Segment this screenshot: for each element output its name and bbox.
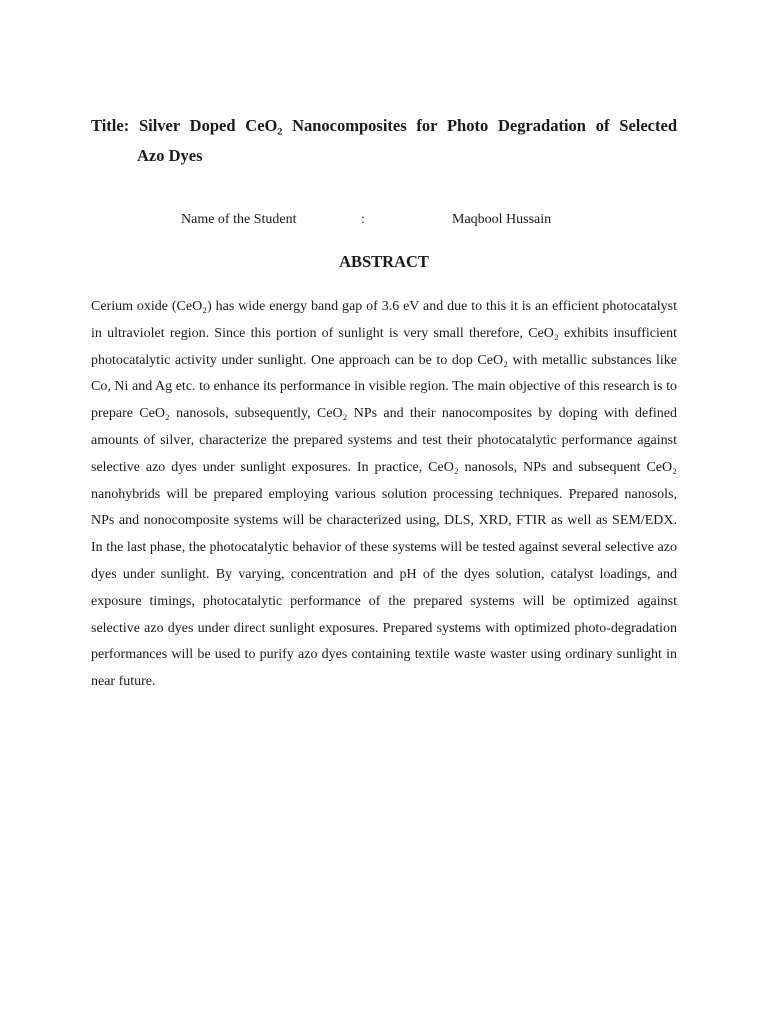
abstract-paragraph: Cerium oxide (CeO₂) has wide energy band gap of 3.6 eV and due to this it is an efficient photocatalyst in ultraviolet region. Since this portion of sunlight is very small therefore, CeO₂ exhibits insufficient photocatalytic activity under sunlight. One approach can be to dop CeO₂ with metallic substances like Co, Ni and Ag etc. to enhance its performance in visible region. The main objective of this research is to prepare CeO₂ nanosols, subsequently, CeO₂ NPs and their nanocomposites by doping with defined amounts of silver, characterize the prepared systems and test their photocatalytic performance against selective azo dyes under sunlight exposures. In practice, CeO₂ nanosols, NPs and subsequent CeO₂ nanohybrids will be prepared employing various solution processing techniques. Prepared nanosols, NPs and nonocomposite systems will be characterized using, DLS, XRD, FTIR as well as SEM/EDX. In the last phase, the photocatalytic behavior of these systems will be tested against several selective azo dyes under sunlight. By varying, concentration and pH of the dyes solution, catalyst loadings, and exposure timings, photocatalytic performance of the prepared systems will be optimized against selective azo dyes under direct sunlight exposures. Prepared systems with optimized photo-degradation performances will be used to purify azo dyes containing textile waste waster using ordinary sunlight in near future.: [91, 299, 677, 690]
student-name: Maqbool Hussain: [452, 212, 552, 227]
student-separator: :: [361, 212, 365, 227]
student-label: Name of the Student: [181, 212, 297, 227]
abstract-heading: ABSTRACT: [339, 252, 429, 271]
title-line-2: Azo Dyes: [137, 146, 203, 165]
student-info-row: [0, 212, 768, 232]
title-line-1: Title: Silver Doped CeO₂ Nanocomposites for Photo Degradation of Selected: [91, 116, 677, 135]
document-title: [91, 111, 677, 171]
